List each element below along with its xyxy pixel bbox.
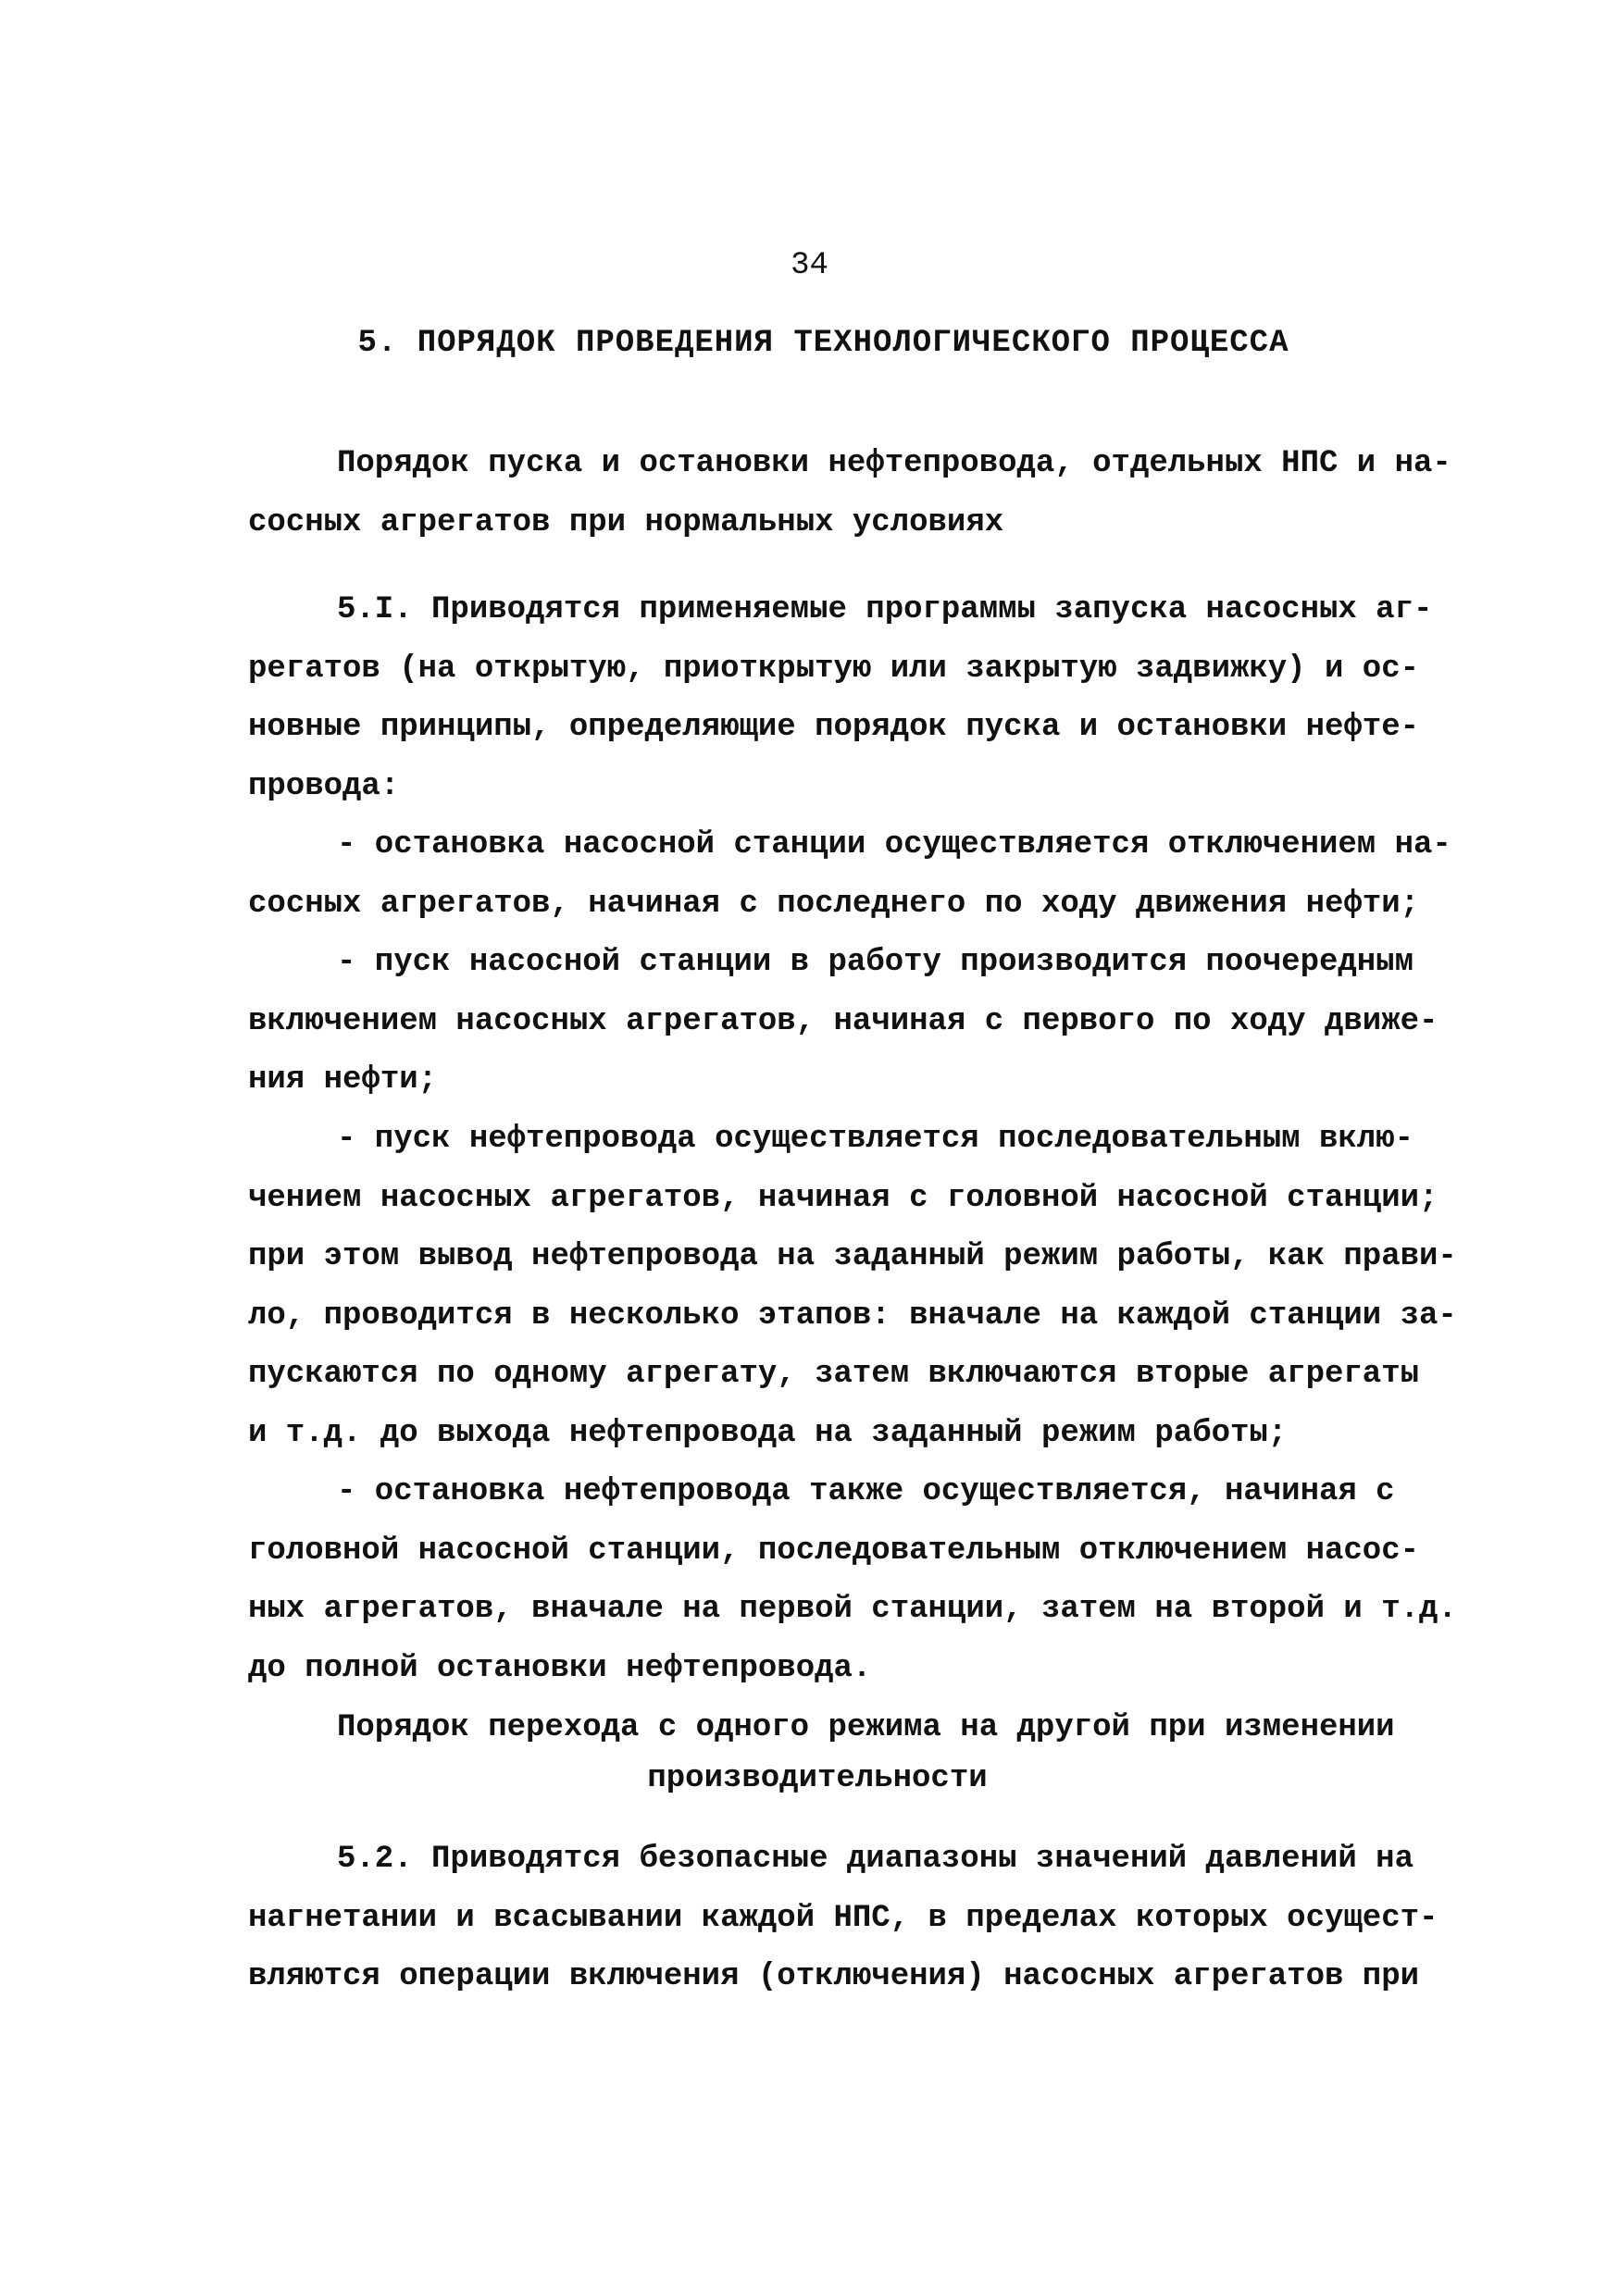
text-line: и т.д. до выхода нефтепровода на заданный режим работы; <box>248 1415 1288 1451</box>
text-line: - пуск нефтепровода осуществляется последовательным вклю- <box>337 1122 1414 1157</box>
text-line: ных агрегатов, вначале на первой станции, затем на второй и т.д. <box>248 1592 1457 1627</box>
paragraph-5-2 <box>248 1831 1438 2007</box>
text-line: вляются операции включения (отключения) насосных агрегатов при <box>248 1959 1420 1994</box>
text-line: - пуск насосной станции в работу производится поочередным <box>337 945 1414 980</box>
text-line: при этом вывод нефтепровода на заданный режим работы, как прави- <box>248 1239 1457 1274</box>
text-line: Порядок перехода с одного режима на другой при изменении <box>337 1710 1395 1745</box>
paragraph-5-1 <box>248 581 1433 816</box>
list-item-station-startup <box>248 934 1438 1111</box>
chapter-title: 5. ПОРЯДОК ПРОВЕДЕНИЯ ТЕХНОЛОГИЧЕСКОГО ПРОЦЕССА <box>357 326 1289 361</box>
text-line: 5.2. Приводятся безопасные диапазоны значений давлений на <box>337 1842 1414 1877</box>
text-line: включением насосных агрегатов, начиная с первого по ходу движе- <box>248 1003 1438 1039</box>
text-line: пускаются по одному агрегату, затем включаются вторые агрегаты <box>248 1357 1420 1392</box>
text-line: сосных агрегатов при нормальных условиях <box>248 504 1004 540</box>
list-item-station-shutdown <box>248 816 1451 934</box>
page-number: 34 <box>791 248 828 283</box>
text-line: регатов (на открытую, приоткрытую или закрытую задвижку) и ос- <box>248 651 1420 687</box>
text-line: ло, проводится в несколько этапов: вначале на каждой станции за- <box>248 1297 1457 1334</box>
text-line: сосных агрегатов, начиная с последнего по ходу движения нефти; <box>248 886 1420 922</box>
text-line: Порядок пуска и остановки нефтепровода, отдельных НПС и на- <box>337 446 1451 481</box>
section-heading-mode-change <box>248 1699 1395 1800</box>
list-item-pipeline-shutdown <box>248 1463 1457 1698</box>
list-item-pipeline-startup <box>248 1111 1457 1463</box>
text-line: чением насосных агрегатов, начиная с головной насосной станции; <box>248 1180 1438 1216</box>
text-line: ния нефти; <box>248 1062 438 1098</box>
text-line: нагнетании и всасывании каждой НПС, в пределах которых осущест- <box>248 1900 1438 1936</box>
text-line: до полной остановки нефтепровода. <box>248 1650 872 1686</box>
text-line: - остановка нефтепровода также осуществляется, начиная с <box>337 1474 1395 1509</box>
text-line: 5.I. Приводятся применяемые программы запуска насосных аг- <box>337 592 1433 627</box>
text-line: новные принципы, определяющие порядок пуска и остановки нефте- <box>248 710 1420 745</box>
text-line: провода: <box>248 768 400 804</box>
text-line: производительности <box>647 1760 988 1796</box>
section-heading-startup-shutdown <box>248 435 1451 552</box>
text-line: - остановка насосной станции осуществляется отключением на- <box>337 827 1451 863</box>
text-line: головной насосной станции, последовательным отключением насос- <box>248 1533 1420 1569</box>
